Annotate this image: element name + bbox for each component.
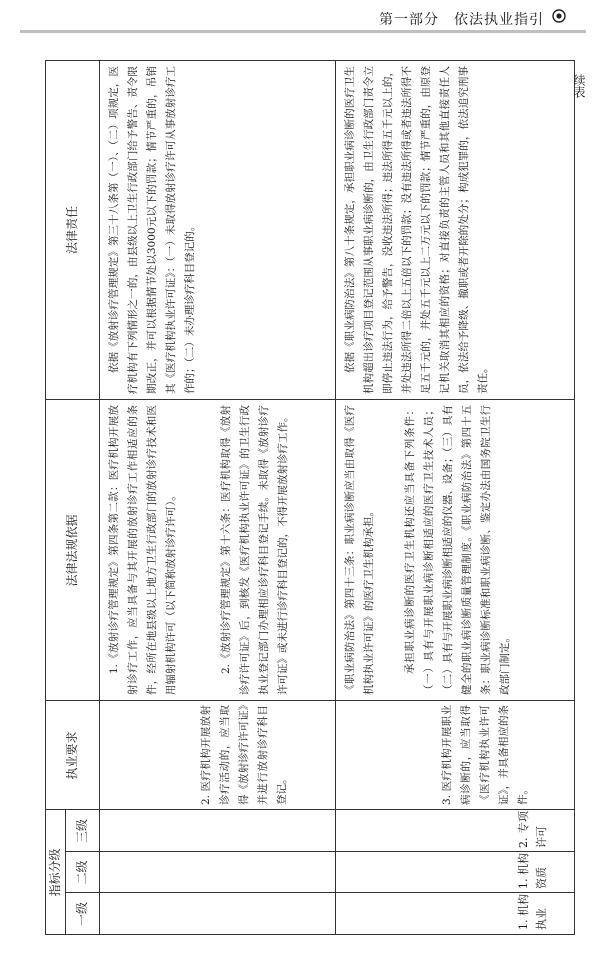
level3-value: 2. 专项许可 [517, 811, 548, 848]
header-level2: 二级 [74, 860, 89, 885]
header-level3: 三级 [74, 819, 89, 844]
header-basis: 法律法规依据 [64, 514, 79, 587]
page-header [0, 0, 606, 40]
grid-line [45, 809, 575, 810]
continued-label: 续表 [572, 74, 586, 98]
header-level1: 一级 [74, 902, 89, 927]
page-header-title: 第一部分 依法执业指引 [379, 12, 544, 28]
header-liability: 法律责任 [64, 206, 79, 255]
rotated-table [45, 60, 575, 935]
row2-basis-p2: 承担职业病诊断的医疗卫生机构还应当具备下列条件：（一）具有与开展职业病诊断相适应的医疗卫生技术人员；（二）具有与开展职业病诊断相适应的仪器、设备；（三）具有健全的职业病诊断质量管理制度。《职业病防治法》第四十五条：职业病诊断标准和职业病诊断、鉴定办法由国务院卫生行政部门制定。 [404, 405, 511, 695]
grid-line [65, 851, 575, 852]
level1-value: 1. 机构执业 [517, 894, 548, 930]
row1-liability: 依据《放射诊疗管理规定》第三十八条第（一）、（二）项规定，医疗机构有下列情形之一的，由县级以上卫生行政部门给予警告、责令限期改正，并可以根据情节处以3000元以下的罚款；情节严重的，吊销其《医疗机构执业许可证》：（一）未取得放射诊疗许可从事放射诊疗工作的；（二）未办理诊疗科目登记的。 [108, 66, 196, 394]
header-indicator-level: 指标分级 [47, 848, 62, 897]
level2-value: 1. 机构资质 [517, 853, 548, 889]
grid-line [45, 399, 575, 400]
row1-requirement: 2. 医疗机构开展放射诊疗活动的，应当取得《放射诊疗许可证》并进行放射诊疗科目登记。 [200, 705, 288, 805]
row1-basis-p2: 2.《放射诊疗管理规定》第十六条：医疗机构取得《放射诊疗许可证》后，到核发《医疗机构执业许可证》的卫生行政执业登记部门办理相应诊疗科目登记手续。未取得《放射诊疗许可证》或未进行诊疗科目登记的，不得开展放射诊疗工作。 [220, 405, 289, 695]
row2-liability: 依据《职业病防治法》第八十条规定，承担职业病诊断的医疗卫生机构超出诊疗项目登记范围从事职业病诊断的，由卫生行政部门责令立即停止违法行为，给予警告，没收违法所得；违法所得五千元以上的，并处违法所得二倍以上五倍以下的罚款；没有违法所得或者违法所得不足五千元的，并处五千元以上二万元以下的罚款；情节严重的，由原登记机关取消其相应的资格；对直接负责的主管人员和其他直接责任人员，依法给予降级、撤职或者开除的处分；构成犯罪的，依法追究刑事责任。 [344, 66, 489, 394]
row1-basis-p1: 1.《放射诊疗管理规定》第四条第二款：医疗机构开展放射诊疗工作，应当具备与其开展的放射诊疗工作相适应的条件，经所在地县级以上地方卫生行政部门的放射诊疗技术和医用辐射机构许可（以下简称放射诊疗许可）。 [108, 405, 177, 695]
row2-requirement: 3. 医疗机构开展职业病诊断的，应当取得《医疗机构执业许可证》，并具备相应的条件。 [441, 705, 529, 805]
row2-basis-p1: 《职业病防治法》第四十三条：职业病诊断应当由取得《医疗机构执业许可证》的医疗卫生机构承担。 [344, 405, 375, 695]
grid-line [45, 700, 575, 701]
grid-line [335, 60, 336, 935]
grid-line [99, 60, 100, 935]
header-rule [20, 30, 586, 33]
bullseye-icon [552, 9, 566, 23]
header-requirement: 执业要求 [64, 731, 79, 780]
grid-line [65, 892, 575, 893]
